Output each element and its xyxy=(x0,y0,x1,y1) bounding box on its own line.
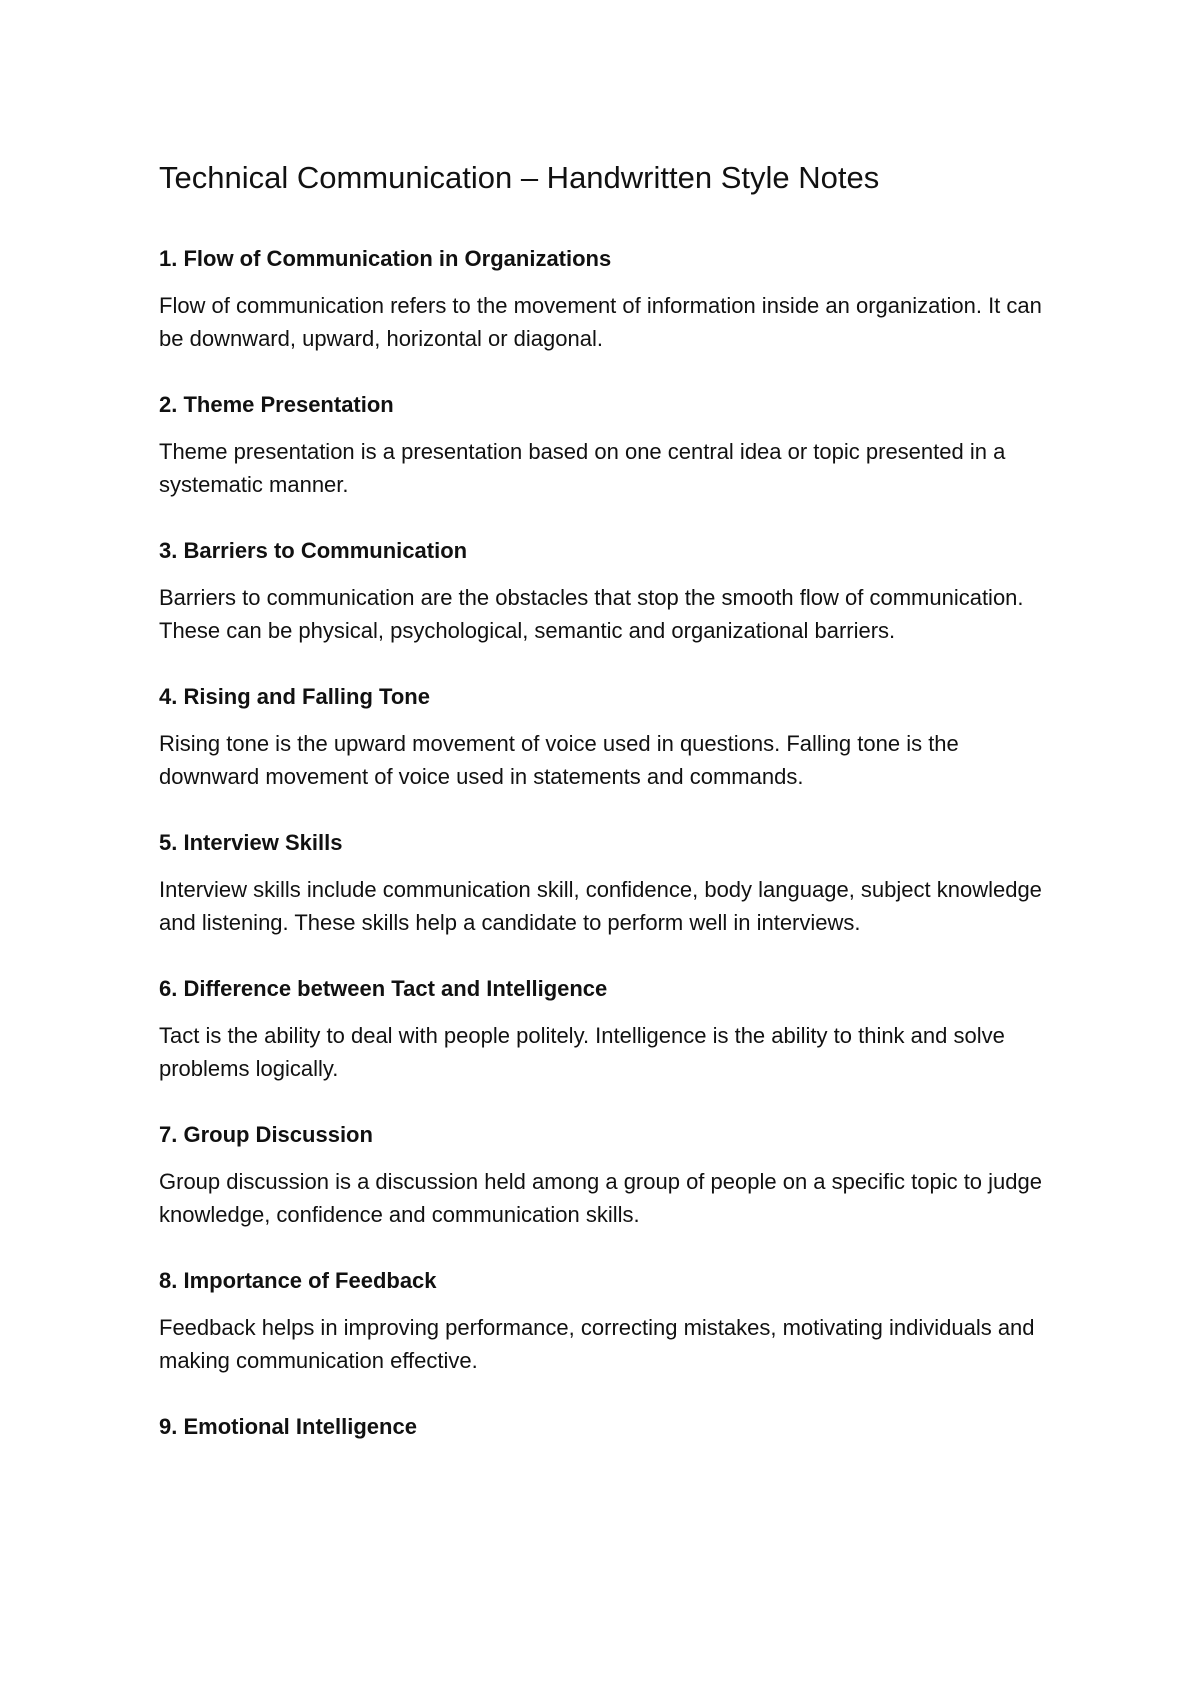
section-heading: 7. Group Discussion xyxy=(159,1122,373,1147)
section-heading: 8. Importance of Feedback xyxy=(159,1268,437,1293)
section-group-discussion xyxy=(159,1120,1059,1231)
section-theme-presentation xyxy=(159,390,1059,501)
section-heading: 5. Interview Skills xyxy=(159,830,343,855)
section-flow-of-communication xyxy=(159,244,1059,355)
section-body: Tact is the ability to deal with people politely. Intelligence is the ability to think and solve problems logically. xyxy=(159,1023,1005,1081)
section-heading: 2. Theme Presentation xyxy=(159,392,394,417)
section-emotional-intelligence xyxy=(159,1412,1059,1442)
section-heading: 4. Rising and Falling Tone xyxy=(159,684,430,709)
section-body: Barriers to communication are the obstacles that stop the smooth flow of communication. These can be physical, psychological, semantic and organizational barriers. xyxy=(159,585,1024,643)
section-heading: 1. Flow of Communication in Organizations xyxy=(159,246,612,271)
section-barriers-to-communication xyxy=(159,536,1059,647)
section-body: Theme presentation is a presentation based on one central idea or topic presented in a systematic manner. xyxy=(159,439,1006,497)
section-rising-and-falling-tone xyxy=(159,682,1059,793)
section-tact-and-intelligence xyxy=(159,974,1059,1085)
section-heading: 9. Emotional Intelligence xyxy=(159,1414,417,1439)
section-heading: 6. Difference between Tact and Intelligence xyxy=(159,976,608,1001)
section-list xyxy=(159,244,1059,1442)
section-importance-of-feedback xyxy=(159,1266,1059,1377)
section-interview-skills xyxy=(159,828,1059,939)
section-body: Interview skills include communication skill, confidence, body language, subject knowledge and listening. These skills help a candidate to perform well in interviews. xyxy=(159,877,1042,935)
section-body: Feedback helps in improving performance, correcting mistakes, motivating individuals and making communication effective. xyxy=(159,1315,1035,1373)
section-body: Flow of communication refers to the movement of information inside an organization. It can be downward, upward, horizontal or diagonal. xyxy=(159,293,1042,351)
section-body: Rising tone is the upward movement of voice used in questions. Falling tone is the downward movement of voice used in statements and commands. xyxy=(159,731,959,789)
section-body: Group discussion is a discussion held among a group of people on a specific topic to judge knowledge, confidence and communication skills. xyxy=(159,1169,1042,1227)
section-heading: 3. Barriers to Communication xyxy=(159,538,468,563)
document-title: Technical Communication – Handwritten Style Notes xyxy=(159,160,880,195)
